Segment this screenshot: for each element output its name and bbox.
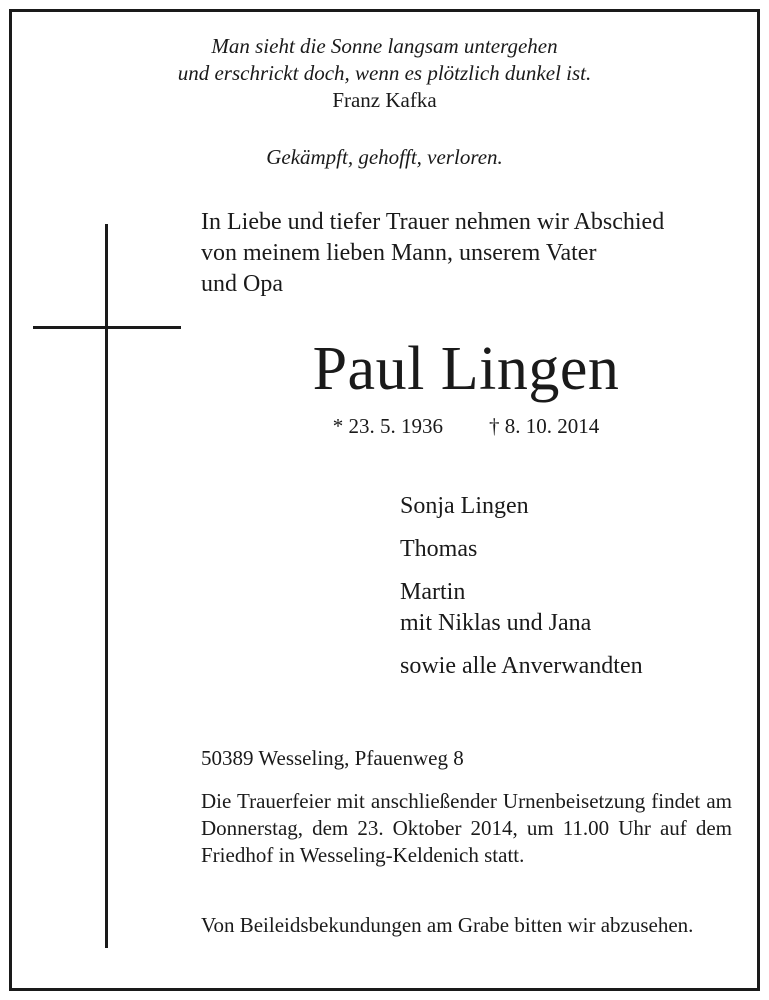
condolence-note: Von Beileidsbekundungen am Grabe bitten wir abzusehen. bbox=[201, 913, 694, 937]
deceased-name: Paul Lingen bbox=[312, 335, 620, 403]
mourners-list bbox=[400, 491, 643, 682]
mourner-1: Sonja Lingen bbox=[400, 493, 529, 519]
cross-horizontal-bar bbox=[33, 326, 181, 329]
motto: Gekämpft, gehofft, verloren. bbox=[266, 145, 503, 169]
kafka-quote bbox=[0, 33, 769, 114]
intro-line-1: In Liebe und tiefer Trauer nehmen wir Abschied bbox=[201, 209, 665, 235]
life-dates bbox=[0, 414, 769, 439]
service-info: Die Trauerfeier mit anschließender Urnenbeisetzung findet am Donnerstag, dem 23. Oktober 2014, um 11.00 Uhr auf dem Friedhof in Wesseling-Keldenich statt. bbox=[201, 789, 732, 867]
mourner-3: Martin bbox=[400, 579, 466, 605]
intro-line-2: von meinem lieben Mann, unserem Vater bbox=[201, 240, 597, 266]
quote-line-1: Man sieht die Sonne langsam untergehen bbox=[211, 34, 558, 58]
mourner-4: sowie alle Anverwandten bbox=[400, 653, 643, 679]
intro-text bbox=[201, 207, 746, 300]
address: 50389 Wesseling, Pfauenweg 8 bbox=[201, 746, 464, 770]
mourner-2: Thomas bbox=[400, 536, 478, 562]
quote-line-2: und erschrickt doch, wenn es plötzlich dunkel ist. bbox=[177, 61, 592, 85]
death-date: † 8. 10. 2014 bbox=[489, 414, 600, 438]
quote-author: Franz Kafka bbox=[332, 88, 437, 112]
intro-line-3: und Opa bbox=[201, 271, 283, 297]
birth-date: * 23. 5. 1936 bbox=[332, 414, 443, 438]
mourner-3-sub: mit Niklas und Jana bbox=[400, 610, 592, 636]
